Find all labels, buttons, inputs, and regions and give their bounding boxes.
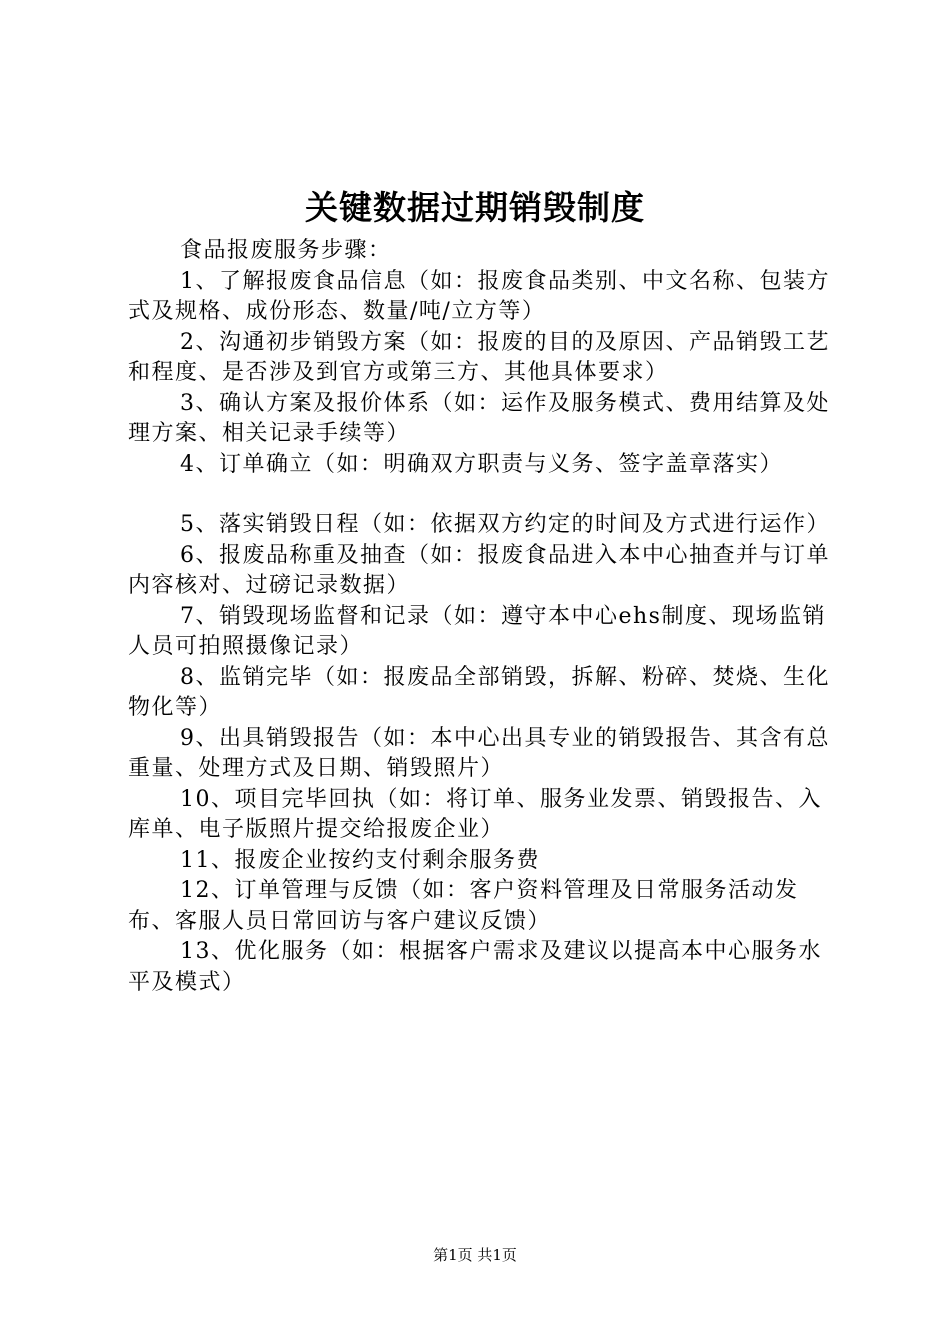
step-7-paragraph: 7、销毁现场监督和记录（如：遵守本中心ehs制度、现场监销人员可拍照摄像记录） <box>128 603 826 659</box>
step-12-paragraph: 12、订单管理与反馈（如：客户资料管理及日常服务活动发布、客服人员日常回访与客户建议反馈） <box>128 878 799 934</box>
step-10-paragraph: 10、项目完毕回执（如：将订单、服务业发票、销毁报告、入库单、电子版照片提交给报废企业） <box>128 786 822 842</box>
step-1-paragraph: 1、了解报废食品信息（如：报废食品类别、中文名称、包装方式及规格、成份形态、数量/吨/立方等） <box>128 268 830 324</box>
intro-paragraph: 食品报废服务步骤： <box>180 238 392 263</box>
step-13-paragraph: 13、优化服务（如：根据客户需求及建议以提高本中心服务水平及模式） <box>128 939 822 995</box>
step-3-paragraph: 3、确认方案及报价体系（如：运作及服务模式、费用结算及处理方案、相关记录手续等） <box>128 390 830 446</box>
page-footer: 第1页 共1页 <box>433 1246 517 1264</box>
step-4-paragraph: 4、订单确立（如：明确双方职责与义务、签字盖章落实） <box>180 451 783 477</box>
step-5-paragraph: 5、落实销毁日程（如：依据双方约定的时间及方式进行运作） <box>180 512 830 537</box>
step-6-paragraph: 6、报废品称重及抽查（如：报废食品进入本中心抽查并与订单内容核对、过磅记录数据） <box>128 542 830 598</box>
step-11-paragraph: 11、报废企业按约支付剩余服务费 <box>180 847 540 873</box>
step-8-paragraph: 8、监销完毕（如：报废品全部销毁，拆解、粉碎、焚烧、生化物化等） <box>128 664 830 720</box>
step-2-paragraph: 2、沟通初步销毁方案（如：报废的目的及原因、产品销毁工艺和程度、是否涉及到官方或第三方、其他具体要求） <box>128 329 830 385</box>
document-body <box>128 236 838 998</box>
step-9-paragraph: 9、出具销毁报告（如：本中心出具专业的销毁报告、其含有总重量、处理方式及日期、销毁照片） <box>128 725 830 781</box>
document-title: 关键数据过期销毁制度 <box>305 188 645 227</box>
